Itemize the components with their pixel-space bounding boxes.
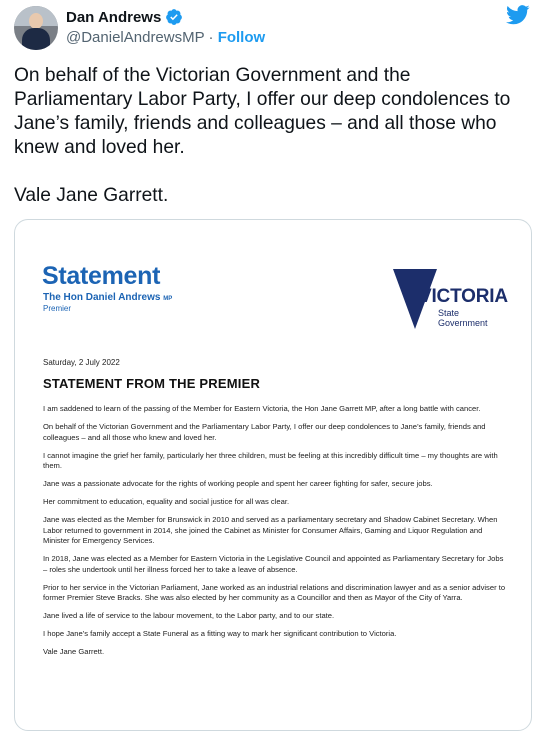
statement-paragraph: Her commitment to education, equality and social justice for all was clear. <box>43 497 290 506</box>
statement-paragraph: Vale Jane Garrett. <box>43 647 105 656</box>
victoria-logo-state: State <box>438 308 460 318</box>
author-name-row <box>66 8 183 26</box>
author-name[interactable]: Dan Andrews <box>66 8 162 26</box>
follow-button[interactable]: Follow <box>217 29 266 46</box>
avatar-body <box>22 28 50 50</box>
author-avatar[interactable] <box>14 6 58 50</box>
statement-paragraph: In 2018, Jane was elected as a Member for Eastern Victoria in the Legislative Council and appointed as Parliamentary Secretary for Jobs – roles she undertook until her illness forced her to take a leave of absence. <box>43 554 504 574</box>
statement-author <box>43 292 172 303</box>
handle-separator: · <box>208 29 214 46</box>
tweet-paragraph: Vale Jane Garrett. <box>14 185 169 206</box>
tweet-paragraph: On behalf of the Victorian Government and the Parliamentary Labor Party, I offer our deep condolences to Jane’s family, friends and colleagues – and all those who knew and loved her. <box>14 65 511 158</box>
statement-author-role: Premier <box>43 304 72 313</box>
statement-heading: STATEMENT FROM THE PREMIER <box>43 376 261 391</box>
attached-image[interactable] <box>14 219 532 731</box>
statement-document <box>15 220 531 730</box>
verified-badge-icon <box>165 8 183 26</box>
statement-paragraph: I am saddened to learn of the passing of the Member for Eastern Victoria, the Hon Jane Garrett MP, after a long battle with cancer. <box>43 404 481 413</box>
statement-author-name: The Hon Daniel Andrews <box>43 292 161 303</box>
statement-header-title: Statement <box>42 262 161 290</box>
victoria-logo-word: VICTORIA <box>419 286 508 307</box>
statement-paragraph: Jane was a passionate advocate for the rights of working people and spent her career fighting for safer, secure jobs. <box>43 479 433 488</box>
avatar-head <box>29 13 43 29</box>
statement-paragraph: Jane lived a life of service to the labour movement, to the Labor party, and to our state. <box>43 611 335 620</box>
author-handle[interactable]: @DanielAndrewsMP <box>66 29 205 46</box>
statement-paragraph: Prior to her service in the Victorian Parliament, Jane worked as an industrial relations and discrimination lawyer and as a senior adviser to former Premier Steve Bracks. She was also elected by her community as a Councillor and then as Mayor of the City of Yarra. <box>43 582 506 602</box>
statement-paragraph: I hope Jane’s family accept a State Funeral as a fitting way to mark her significant contribution to Victoria. <box>43 629 397 638</box>
statement-paragraph: I cannot imagine the grief her family, particularly her three children, must be feeling at this incredibly difficult time – my thoughts are with them. <box>43 450 498 470</box>
twitter-bird-icon[interactable] <box>506 5 530 25</box>
victoria-logo-government: Government <box>438 318 488 328</box>
statement-paragraph: On behalf of the Victorian Government and the Parliamentary Labor Party, I offer our deep condolences to Jane’s family, friends and colleagues – and all those who knew and loved her. <box>43 422 486 442</box>
statement-author-suffix: MP <box>163 296 173 302</box>
statement-paragraph: Jane was elected as the Member for Brunswick in 2010 and served as a parliamentary secretary and Shadow Cabinet Secretary. When Labor returned to government in 2014, she joined the Cabinet as Minister for Consumer Affairs, Gaming and Liquor Regulation and Minister for Emergency Services. <box>43 515 498 545</box>
author-handle-row <box>66 29 265 46</box>
statement-body <box>43 404 507 665</box>
statement-date: Saturday, 2 July 2022 <box>43 358 120 367</box>
tweet-text <box>14 64 534 208</box>
victoria-logo-sub <box>438 308 488 328</box>
